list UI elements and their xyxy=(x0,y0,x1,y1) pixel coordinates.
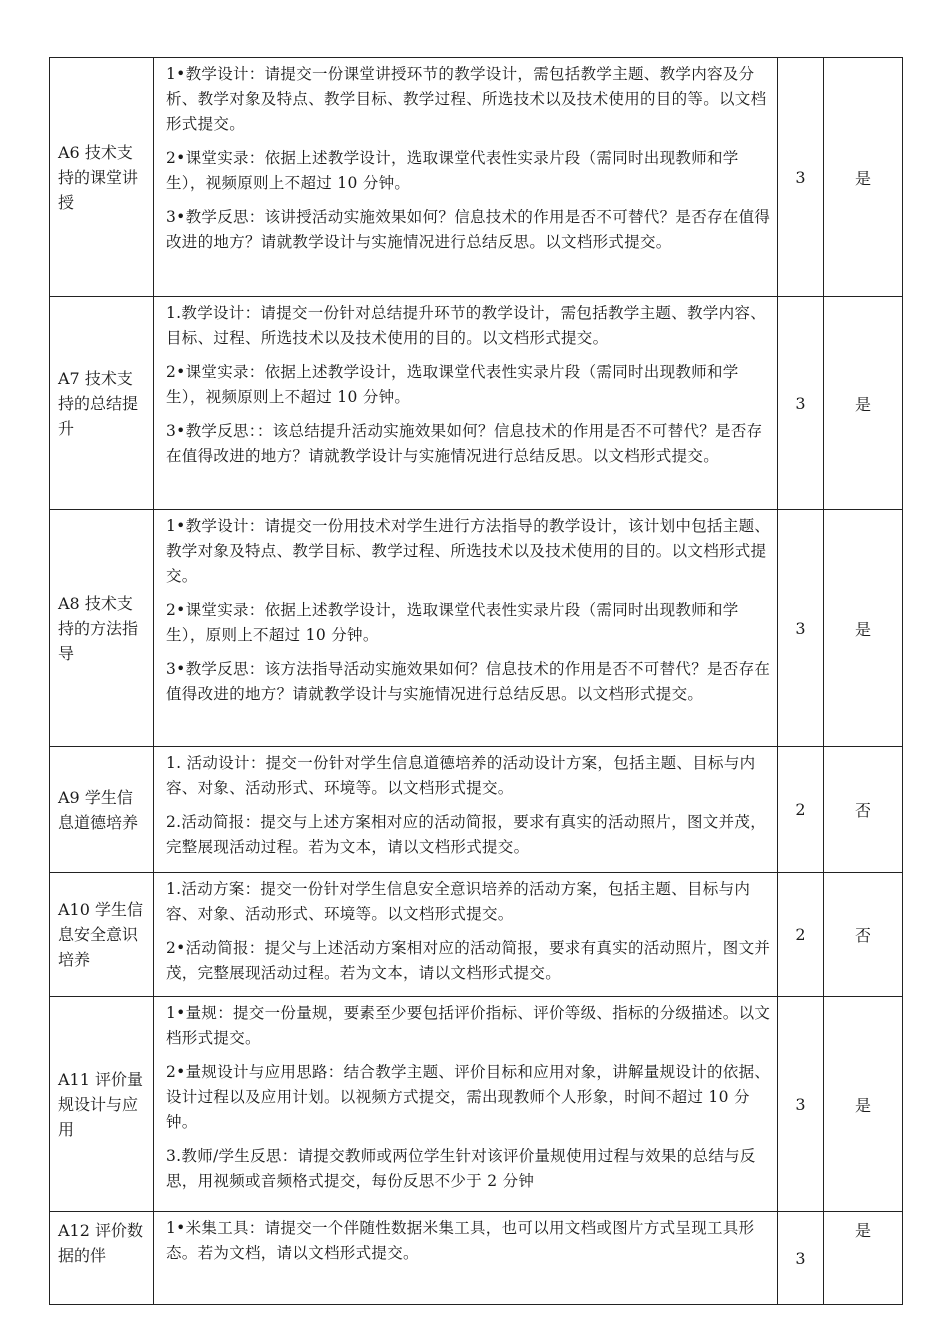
requirement-item: 3•教学反思：该方法指导活动实施效果如何？信息技术的作用是否不可替代？是否存在值得改进的地方？请就教学设计与实施情况进行总结反思。以文档形式提交。 xyxy=(166,660,771,703)
ability-name: A11 评价量规设计与应用 xyxy=(50,997,154,1212)
table-row xyxy=(50,747,903,873)
table-row xyxy=(50,997,903,1212)
ability-point-table xyxy=(49,57,903,1305)
required-flag: 否 xyxy=(824,873,903,997)
ability-name: A6 技术支持的课堂讲授 xyxy=(50,58,154,297)
required-flag: 是 xyxy=(824,1212,903,1305)
requirement-item: 1.教学设计：请提交一份针对总结提升环节的教学设计，需包括教学主题、教学内容、目标、过程、所选技术以及技术使用的目的。以文档形式提交。 xyxy=(166,304,766,347)
item-count: 3 xyxy=(778,997,824,1212)
item-count: 3 xyxy=(778,58,824,297)
requirement-item: 2.活动简报：提交与上述方案相对应的活动简报，要求有真实的活动照片，图文并茂，完整展现活动过程。若为文本，请以文档形式提交。 xyxy=(166,813,766,856)
required-flag: 是 xyxy=(824,997,903,1212)
requirement-item: 2•活动简报：提父与上述活动方案相对应的活动简报，要求有真实的活动照片，图文并茂，完整展现活动过程。若为文本，请以文档形式提交。 xyxy=(166,939,771,982)
requirement-item: 1.活动方案：提交一份针对学生信息安全意识培养的活动方案，包括主题、目标与内容、对象、活动形式、环境等。以文档形式提交。 xyxy=(166,880,751,923)
table-row xyxy=(50,297,903,510)
ability-name: A9 学生信息道德培养 xyxy=(50,747,154,873)
table-row xyxy=(50,873,903,997)
required-flag: 否 xyxy=(824,747,903,873)
requirement-item: 3•教学反思：该讲授活动实施效果如何？信息技术的作用是否不可替代？是否存在值得改进的地方？请就教学设计与实施情况进行总结反思。以文档形式提交。 xyxy=(166,208,771,251)
requirement-item: 1•米集工具：请提交一个伴随性数据米集工具，也可以用文档或图片方式呈现工具形态。若为文档，请以文档形式提交。 xyxy=(166,1219,755,1262)
submission-requirements xyxy=(154,747,778,873)
item-count: 2 xyxy=(778,873,824,997)
table-row xyxy=(50,58,903,297)
item-count: 3 xyxy=(778,1212,824,1305)
requirement-item: 1•教学设计：请提交一份课堂讲授环节的教学设计，需包括教学主题、教学内容及分析、教学对象及特点、教学目标、教学过程、所选技术以及技术使用的目的等。以文档形式提交。 xyxy=(166,65,767,133)
submission-requirements xyxy=(154,1212,778,1305)
submission-requirements xyxy=(154,997,778,1212)
item-count: 2 xyxy=(778,747,824,873)
submission-requirements xyxy=(154,297,778,510)
required-flag: 是 xyxy=(824,510,903,747)
required-flag: 是 xyxy=(824,297,903,510)
requirement-item: 1•量规：提交一份量规，要素至少要包括评价指标、评价等级、指标的分级描述。以文档形式提交。 xyxy=(166,1004,771,1047)
item-count: 3 xyxy=(778,510,824,747)
requirement-item: 2•课堂实录：依据上述教学设计，选取课堂代表性实录片段（需同时出现教师和学生），原则上不超过 10 分钟。 xyxy=(166,601,739,644)
requirement-item: 2•课堂实录：依据上述教学设计，选取课堂代表性实录片段（需同时出现教师和学生），视频原则上不超过 10 分钟。 xyxy=(166,363,739,406)
requirement-item: 2•量规设计与应用思路：结合教学主题、评价目标和应用对象，讲解量规设计的依据、设计过程以及应用计划。以视频方式提交，需出现教师个人形象，时间不超过 10 分钟。 xyxy=(166,1063,771,1131)
requirement-item: 3•教学反思：：该总结提升活动实施效果如何？信息技术的作用是否不可替代？是否存在值得改进的地方？请就教学设计与实施情况进行总结反思。以文档形式提交。 xyxy=(166,422,763,465)
table-row xyxy=(50,510,903,747)
requirement-item: 3.教师/学生反思：请提交教师或两位学生针对该评价量规使用过程与效果的总结与反思，用视频或音频格式提交，每份反思不少于 2 分钟 xyxy=(166,1147,756,1190)
requirement-item: 1. 活动设计：提交一份针对学生信息道德培养的活动设计方案，包括主题、目标与内容、对象、活动形式、环境等。以文档形式提交。 xyxy=(166,754,756,797)
submission-requirements xyxy=(154,510,778,747)
item-count: 3 xyxy=(778,297,824,510)
ability-name: A12 评价数据的伴 xyxy=(50,1212,154,1305)
ability-name: A10 学生信息安全意识培养 xyxy=(50,873,154,997)
ability-name: A7 技术支持的总结提升 xyxy=(50,297,154,510)
ability-name: A8 技术支持的方法指导 xyxy=(50,510,154,747)
table-row xyxy=(50,1212,903,1305)
requirement-item: 2•课堂实录：依据上述教学设计，选取课堂代表性实录片段（需同时出现教师和学生），视频原则上不超过 10 分钟。 xyxy=(166,149,739,192)
required-flag: 是 xyxy=(824,58,903,297)
submission-requirements xyxy=(154,58,778,297)
requirement-item: 1•教学设计：请提交一份用技术对学生进行方法指导的教学设计，该计划中包括主题、教学对象及特点、教学目标、教学过程、所选技术以及技术使用的目的。以文档形式提交。 xyxy=(166,517,771,585)
submission-requirements xyxy=(154,873,778,997)
